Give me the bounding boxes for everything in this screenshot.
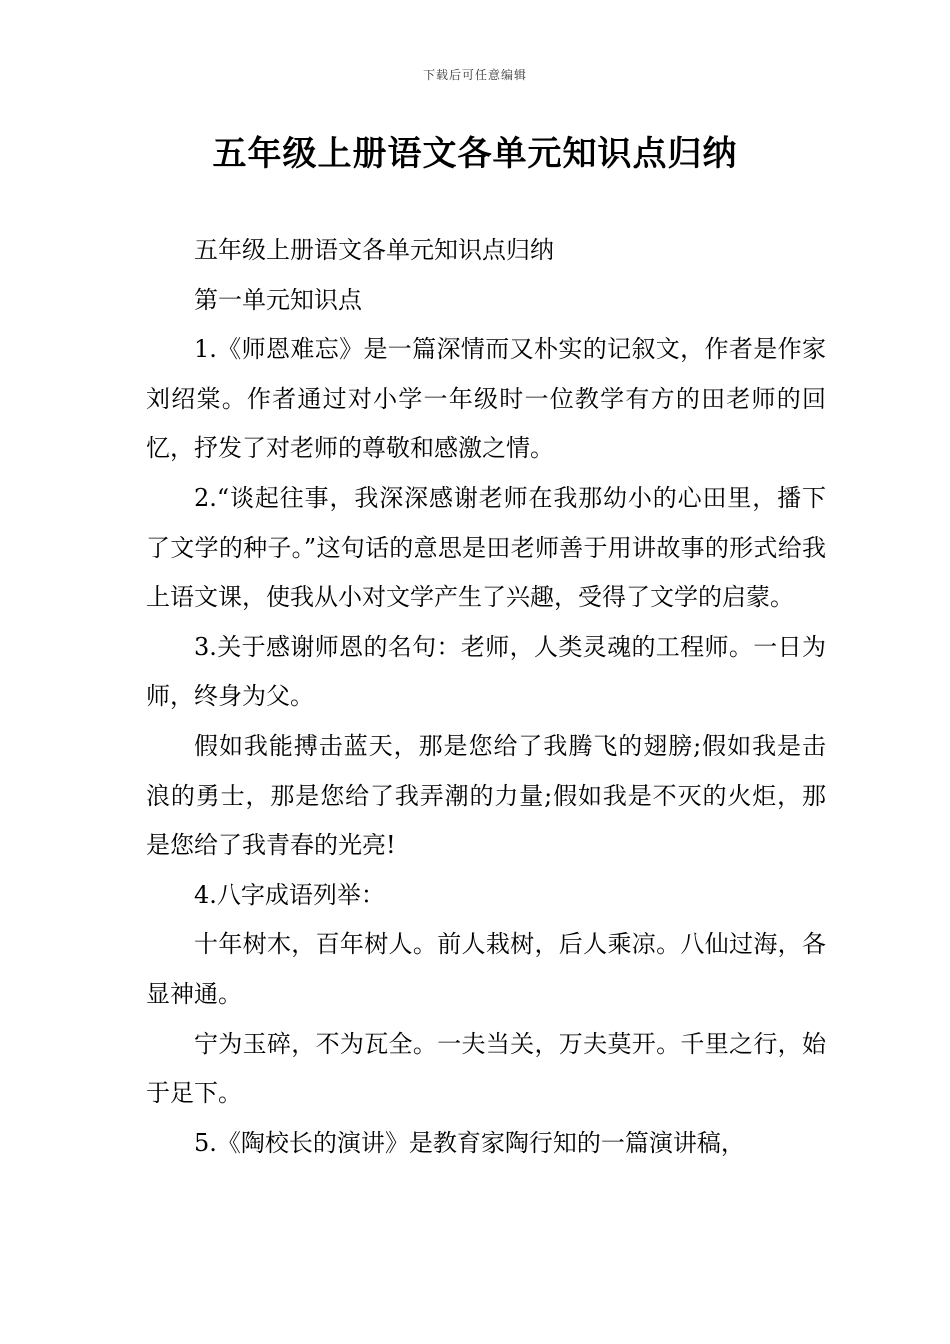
paragraph-unit-heading: 第一单元知识点: [194, 285, 362, 314]
document-body: [146, 226, 826, 1168]
paragraph-subtitle: 五年级上册语文各单元知识点归纳: [194, 236, 554, 264]
header-note: 下载后可任意编辑: [422, 68, 527, 82]
document-title: 五年级上册语文各单元知识点归纳: [212, 134, 738, 174]
paragraph-item-1: 1.《师恩难忘》是一篇深情而又朴实的记叙文，作者是作家刘绍棠。作者通过对小学一年级时一位教学有方的田老师的回忆，抒发了对老师的尊敬和感激之情。: [146, 335, 826, 463]
paragraph-item-4: 4.八字成语列举：: [194, 880, 385, 909]
paragraph-idioms-1: 十年树木，百年树人。前人栽树，后人乘凉。八仙过海，各显神通。: [146, 930, 826, 1008]
paragraph-idioms-2: 宁为玉碎，不为瓦全。一夫当关，万夫莫开。千里之行，始于足下。: [146, 1029, 826, 1108]
paragraph-quote: 假如我能搏击蓝天，那是您给了我腾飞的翅膀;假如我是击浪的勇士，那是您给了我弄潮的力量;假如我是不灭的火炬，那是您给了我青春的光亮!: [146, 731, 826, 860]
paragraph-item-2: 2.“谈起往事，我深深感谢老师在我那幼小的心田里，播下了文学的种子。”这句话的意思是田老师善于用讲故事的形式给我上语文课，使我从小对文学产生了兴趣，受得了文学的启蒙。: [146, 483, 826, 612]
paragraph-item-3: 3.关于感谢师恩的名句：老师，人类灵魂的工程师。一日为师，终身为父。: [146, 632, 826, 711]
paragraph-item-5: 5.《陶校长的演讲》是教育家陶行知的一篇演讲稿，: [194, 1128, 745, 1157]
